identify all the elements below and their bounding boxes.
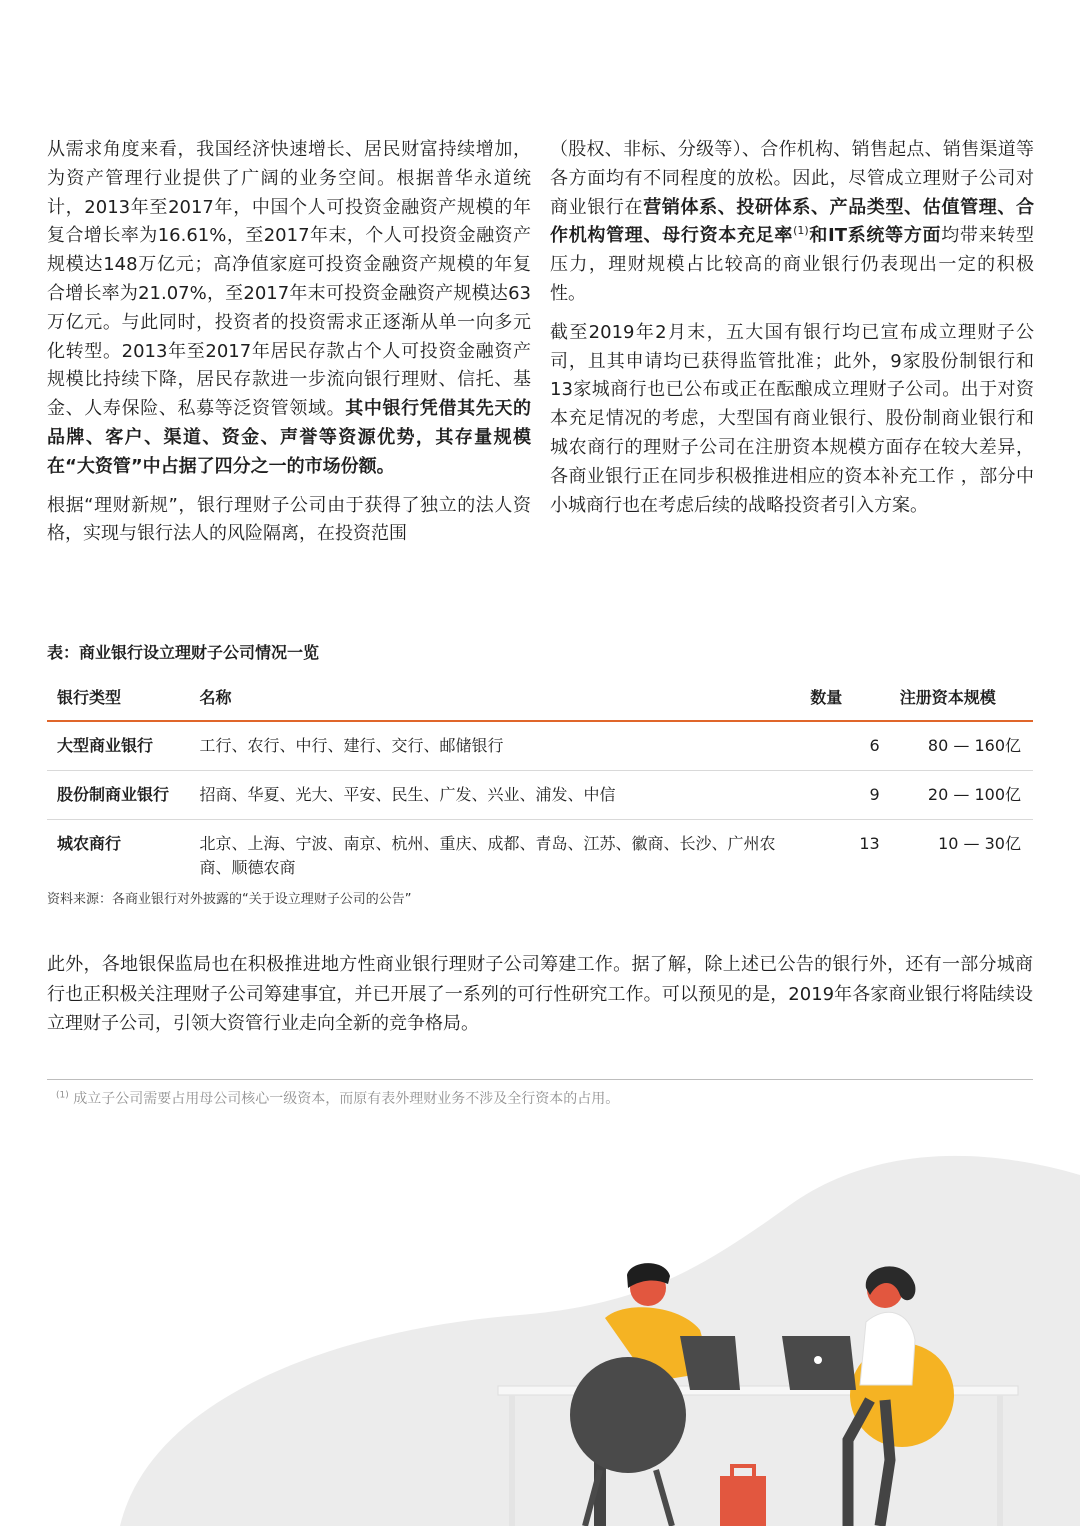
footnote-divider [47, 1079, 1033, 1080]
man-laptop [680, 1336, 740, 1390]
header-count: 数量 [800, 677, 889, 721]
footnote-number: (1) [56, 1090, 69, 1101]
left-paragraph-1-text: 从需求角度来看，我国经济快速增长、居民财富持续增加，为资产管理行业提供了广阔的业务空间。根据普华永道统计，2013年至2017年，中国个人可投资金融资产规模的年复合增长率为16.61%，至2017年末，个人可投资金融资产规模达148万亿元；高净值家庭可投资金融资产规模的年复合增长率为21.07%，至2017年末可投资金融资产规模达63万亿元。与此同时，投资者的投资需求正逐渐从单一向多元化转型。2013年至2017年居民存款占个人可投资金融资产规模比持续下降，居民存款进一步流向银行理财、信托、基金、人寿保险、私募等泛资管领域。 [47, 139, 531, 420]
cell-names: 北京、上海、宁波、南京、杭州、重庆、成都、青岛、江苏、徽商、长沙、广州农商、顺德农商 [199, 834, 776, 877]
right-paragraph-1 [550, 136, 1034, 309]
right-paragraph-1-d: 均带来转型压力，理财规模占比较高的商业银行仍表现出一定的积极性。 [550, 225, 1035, 304]
left-column [47, 136, 531, 559]
right-paragraph-1-bold-2: 和IT系统等方面 [808, 225, 942, 247]
after-table-paragraph: 此外，各地银保监局也在积极推进地方性商业银行理财子公司筹建工作。据了解，除上述已公告的银行外，还有一部分城商行也正积极关注理财子公司筹建事宜，并已开展了一系列的可行性研究工作。可以预见的是，2019年各家商业银行将陆续设立理财子公司，引领大资管行业走向全新的竞争格局。 [47, 954, 1033, 1034]
table-header-row [47, 677, 1033, 721]
table-source: 资料来源：各商业银行对外披露的“关于设立理财子公司的公告” [47, 892, 412, 907]
right-paragraph-2: 截至2019年2月末，五大国有银行均已宣布成立理财子公司，且其申请均已获得监管批准；此外，9家股份制银行和13家城商行也已公布或正在酝酿成立理财子公司。出于对资本充足情况的考虑，大型国有商业银行、股份制商业银行和城农商行的理财子公司在注册资本规模方面存在较大差异，各商业银行正在同步积极推进相应的资本补充工作 ，部分中小城商行也在考虑后续的战略投资者引入方案。 [550, 321, 1034, 516]
right-paragraph-1-a: （股权、非标、分级等）、合作机构、销售起点、销售渠道等各方面均有不同程度的放松。因此，尽管成立理财子公司对商业银行在 [550, 139, 1034, 218]
cell-capital: 80 — 160亿 [890, 721, 1033, 771]
table-row [47, 771, 1033, 820]
table-row [47, 721, 1033, 771]
cell-names: 招商、华夏、光大、平安、民生、广发、兴业、浦发、中信 [189, 771, 800, 820]
cell-names: 工行、农行、中行、建行、交行、邮储银行 [189, 721, 800, 771]
cell-capital: 10 — 30亿 [938, 834, 1021, 853]
right-paragraph-1-bold: 营销体系、投研体系、产品类型、估值管理、合作机构管理、母行资本充足率 [550, 196, 1035, 247]
header-capital: 注册资本规模 [890, 677, 1033, 721]
right-column [550, 136, 1034, 530]
footnote-marker: (1) [793, 224, 809, 238]
header-bank-type: 银行类型 [47, 677, 189, 721]
bank-subsidiary-table [47, 677, 1033, 892]
man-chair [570, 1357, 686, 1473]
left-paragraph-1 [47, 136, 531, 482]
cell-bank-type: 股份制商业银行 [47, 771, 189, 820]
table-title: 表：商业银行设立理财子公司情况一览 [47, 643, 320, 662]
office-illustration [0, 1100, 1080, 1526]
cell-bank-type: 大型商业银行 [47, 721, 189, 771]
footnote-text: 成立子公司需要占用母公司核心一级资本，而原有表外理财业务不涉及全行资本的占用。 [73, 1091, 620, 1107]
table-row [47, 820, 1033, 893]
cell-count: 13 [859, 834, 880, 853]
woman-shirt [860, 1312, 915, 1385]
cell-bank-type: 城农商行 [57, 834, 122, 853]
cell-count: 6 [800, 721, 889, 771]
bag [720, 1476, 766, 1526]
cell-capital: 20 — 100亿 [890, 771, 1033, 820]
cell-count: 9 [800, 771, 889, 820]
header-name: 名称 [189, 677, 800, 721]
left-paragraph-1-bold: 其中银行凭借其先天的品牌、客户、渠道、资金、声誉等资源优势，其存量规模在“大资管”中占据了四分之一的市场份额。 [47, 398, 532, 477]
left-paragraph-2: 根据“理财新规”，银行理财子公司由于获得了独立的法人资格，实现与银行法人的风险隔离，在投资范围 [47, 494, 531, 545]
